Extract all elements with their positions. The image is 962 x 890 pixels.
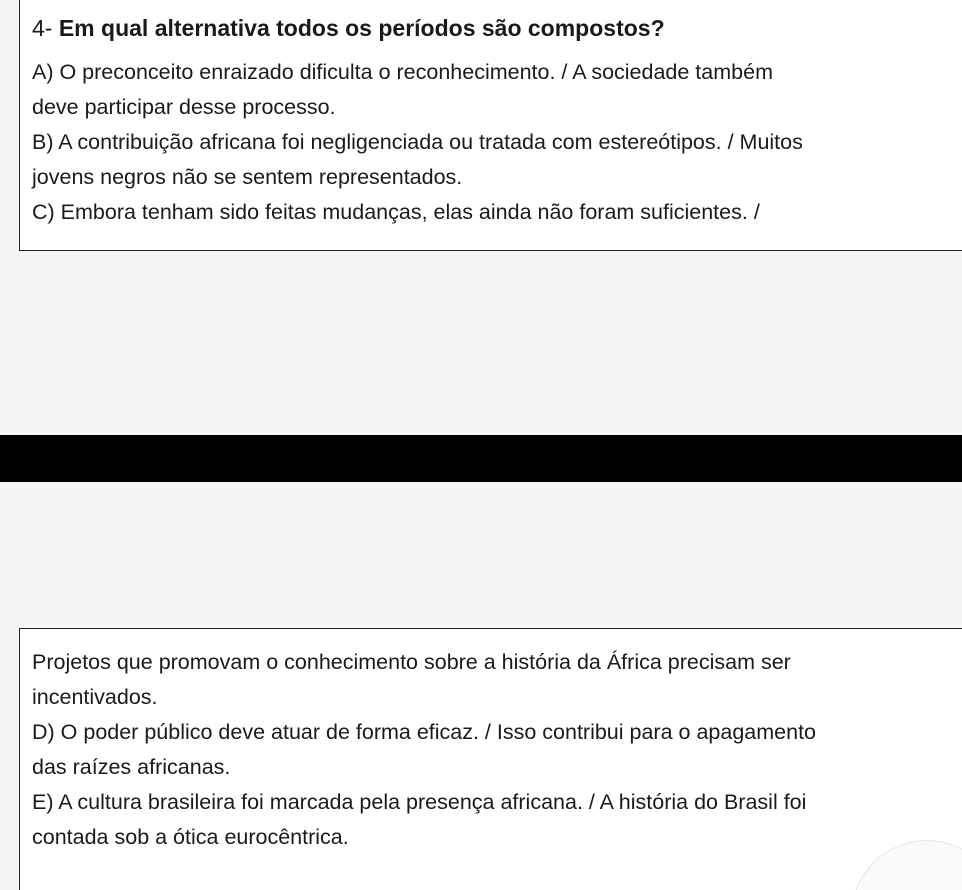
- question-card-top: [19, 0, 962, 251]
- option-c-line-3: incentivados.: [32, 685, 158, 709]
- option-d-line-2: das raízes africanas.: [32, 755, 231, 779]
- page-gap-top: [0, 251, 962, 435]
- question-card-bottom: [19, 628, 962, 890]
- option-a-line-2: deve participar desse processo.: [32, 95, 336, 119]
- page-gap-bottom: [0, 482, 962, 628]
- option-d-line-1: D) O poder público deve atuar de forma eficaz. / Isso contribui para o apagamento: [32, 720, 816, 744]
- option-e-line-2: contada sob a ótica eurocêntrica.: [32, 825, 349, 849]
- option-c-line-2: Projetos que promovam o conhecimento sobre a história da África precisam ser: [32, 650, 791, 674]
- question-text: Em qual alternativa todos os períodos são compostos?: [58, 15, 665, 41]
- option-e-line-1: E) A cultura brasileira foi marcada pela presença africana. / A história do Brasil foi: [32, 790, 807, 814]
- black-separator-bar: [0, 435, 962, 482]
- option-a-line-1: A) O preconceito enraizado dificulta o reconhecimento. / A sociedade também: [32, 60, 773, 84]
- question-heading: [32, 13, 955, 43]
- option-c-line-1: C) Embora tenham sido feitas mudanças, elas ainda não foram suficientes. /: [32, 200, 760, 224]
- option-b-line-2: jovens negros não se sentem representados.: [32, 165, 463, 189]
- question-number: 4-: [32, 15, 53, 41]
- option-b-line-1: B) A contribuição africana foi negligenciada ou tratada com estereótipos. / Muitos: [32, 130, 803, 154]
